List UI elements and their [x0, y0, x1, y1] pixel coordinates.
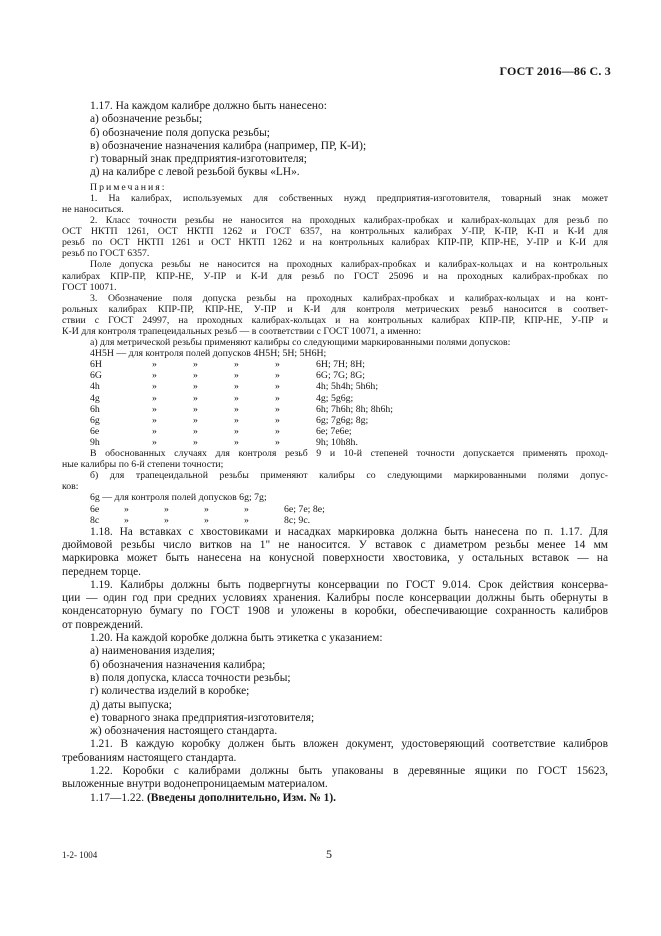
table-cell-marking: 6h	[90, 403, 100, 415]
ditto-mark: »	[275, 370, 280, 382]
note-line: резьб по ГОСТ 6357.	[62, 248, 150, 260]
amendment-number: 1.17—1.22.	[90, 791, 145, 804]
paragraph-1-17-intro: 1.17. На каждом калибре должно быть нанесено:	[90, 100, 327, 112]
list-item: в) обозначение назначения калибра (например, ПР, К-И);	[90, 139, 367, 152]
list-item: в) поля допуска, класса точности резьбы;	[90, 671, 291, 684]
ditto-mark: »	[234, 403, 239, 415]
metric-first-row: 4H5H — для контроля полей допусков 4H5H; 5H; 5H6H;	[90, 348, 327, 360]
ditto-mark: »	[275, 403, 280, 415]
table-cell-marking: 6G	[90, 370, 102, 382]
table-cell-marking: 9h	[90, 436, 100, 448]
note-line: рольных калибрах КПР-ПР, КПР-НЕ, У-ПР и К-И для контроля метрических резьб наносится в соответ-	[62, 303, 608, 315]
list-item: д) даты выпуска;	[90, 698, 172, 711]
ditto-mark: »	[152, 414, 157, 426]
table-cell-tolerance: 4g; 5g6g;	[316, 392, 354, 404]
page-header: ГОСТ 2016—86 С. 3	[499, 64, 611, 78]
ditto-mark: »	[164, 503, 169, 515]
ditto-mark: »	[234, 392, 239, 404]
paragraph-line: дюймовой резьбы число витков на 1" не наносится. У вставок с диаметром резьбы менее 14 мм	[62, 538, 608, 551]
table-row	[62, 426, 608, 437]
table-cell-marking: 4g	[90, 392, 100, 404]
table-row	[62, 437, 608, 448]
ditto-mark: »	[204, 514, 209, 526]
table-row	[62, 504, 608, 515]
table-cell-marking: 8c	[90, 514, 100, 526]
list-item: е) товарного знака предприятия-изготовителя;	[90, 711, 315, 724]
note-line: В обоснованных случаях для контроля резьб 9 и 10-й степеней точности допускается применять проход-	[90, 448, 608, 460]
paragraph-line: 1.22. Коробки с калибрами должны быть упакованы в деревянные ящики по ГОСТ 15623,	[90, 765, 608, 778]
paragraph-line: 1.19. Калибры должны быть подвергнуты консервации по ГОСТ 9.014. Срок действия консерва-	[90, 578, 608, 591]
paragraph-line: маркировка может быть нанесена на конусной поверхности хвостовика, у остальных вставок — на	[62, 552, 608, 565]
ditto-mark: »	[234, 436, 239, 448]
ditto-mark: »	[152, 436, 157, 448]
table-cell-tolerance: 6g; 7g6g; 8g;	[316, 414, 369, 426]
notes-title: Примечания:	[90, 181, 167, 193]
table-cell-tolerance: 4h; 5h4h; 5h6h;	[316, 381, 379, 393]
paragraph-line: конденсаторную бумагу по ГОСТ 1908 и уложены в коробки, обеспечивающие сохранность калибров	[62, 605, 608, 618]
page-content	[62, 100, 608, 805]
table-row	[62, 404, 608, 415]
table-cell-tolerance: 6G; 7G; 8G;	[316, 370, 365, 382]
table-cell-tolerance: 6e; 7e6e;	[316, 425, 352, 437]
table-cell-tolerance: 9h; 10h8h.	[316, 436, 358, 448]
table-row	[62, 381, 608, 392]
trap-intro: ков:	[62, 481, 79, 493]
table-row	[62, 393, 608, 404]
table-cell-tolerance: 6h; 7h6h; 8h; 8h6h;	[316, 403, 394, 415]
ditto-mark: »	[234, 414, 239, 426]
ditto-mark: »	[275, 414, 280, 426]
ditto-mark: »	[234, 359, 239, 371]
list-item: г) количества изделий в коробке;	[90, 685, 250, 698]
paragraph-line: 1.18. На вставках с хвостовиками и насадках маркировка должна быть нанесена по п. 1.17. Для	[90, 525, 608, 538]
ditto-mark: »	[275, 436, 280, 448]
table-cell-tolerance: 6H; 7H; 8H;	[316, 359, 365, 371]
ditto-mark: »	[193, 436, 198, 448]
table-cell-marking: 6H	[90, 359, 102, 371]
note-line: ные калибры по 6-й степени точности;	[62, 459, 224, 471]
ditto-mark: »	[234, 425, 239, 437]
paragraph-1-20-intro: 1.20. На каждой коробке должна быть этикетка с указанием:	[90, 632, 383, 645]
paragraph-line: переднем торце.	[62, 565, 141, 578]
ditto-mark: »	[193, 392, 198, 404]
paragraph-line: от повреждений.	[62, 618, 144, 631]
list-item: д) на калибре с левой резьбой буквы «LH».	[90, 166, 300, 179]
note-line: 2. Класс точности резьбы не наносится на проходных калибрах-пробках и калибрах-кольцах для резьб по	[90, 215, 608, 227]
paragraph-line: выложенные внутри водонепроницаемым материалом.	[62, 778, 328, 791]
list-item: а) наименования изделия;	[90, 645, 215, 658]
ditto-mark: »	[193, 381, 198, 393]
footer-code: 1-2- 1004	[62, 850, 98, 860]
table-cell-marking: 6g	[90, 414, 100, 426]
note-line: К-И для контроля трапецеидальных резьб — в соответствии с ГОСТ 10071, а именно:	[62, 326, 422, 337]
list-item: г) товарный знак предприятия-изготовителя;	[90, 153, 307, 166]
ditto-mark: »	[193, 414, 198, 426]
page-number: 5	[326, 847, 332, 861]
ditto-mark: »	[204, 503, 209, 515]
ditto-mark: »	[124, 514, 129, 526]
table-cell-tolerance: 8c; 9c.	[284, 514, 311, 526]
ditto-mark: »	[193, 403, 198, 415]
amendment-text: (Введены дополнительно, Изм. № 1).	[146, 791, 336, 804]
ditto-mark: »	[152, 359, 157, 371]
trap-first-row: 6g — для контроля полей допусков 6g; 7g;	[90, 492, 267, 504]
ditto-mark: »	[193, 359, 198, 371]
trap-table	[62, 504, 608, 526]
trap-intro: б) для трапецеидальной резьбы применяют калибры со следующими маркированными полями допус-	[90, 470, 608, 482]
table-row	[62, 359, 608, 370]
table-cell-tolerance: 6e; 7e; 8e;	[284, 503, 325, 515]
ditto-mark: »	[152, 392, 157, 404]
table-row	[62, 515, 608, 526]
ditto-mark: »	[164, 514, 169, 526]
metric-table	[62, 359, 608, 448]
note-line: Поле допуска резьбы не наносится на проходных калибрах-пробках и калибрах-кольцах и на контрольных	[90, 259, 608, 271]
ditto-mark: »	[244, 503, 249, 515]
ditto-mark: »	[152, 403, 157, 415]
note-line: резьб по ОСТ НКТП 1261 и ОСТ НКТП 1262 и на контрольных калибрах КПР-ПР, КПР-НЕ, У-ПР и К-И для	[62, 237, 608, 249]
list-item: а) обозначение резьбы;	[90, 113, 203, 126]
list-item: б) обозначения назначения калибра;	[90, 658, 266, 671]
list-item: б) обозначение поля допуска резьбы;	[90, 126, 270, 139]
ditto-mark: »	[234, 381, 239, 393]
metric-intro: а) для метрической резьбы применяют калибры со следующими маркированными полями допусков:	[90, 337, 511, 349]
note-line: ствии с ГОСТ 24997, на проходных калибрах-кольцах и на контрольных калибрах КПР-ПР, КПР-НЕ, У-ПР и	[62, 314, 608, 326]
paragraph-line: требованиям настоящего стандарта.	[62, 751, 237, 764]
table-row	[62, 415, 608, 426]
table-cell-marking: 4h	[90, 381, 100, 393]
ditto-mark: »	[193, 425, 198, 437]
table-row	[62, 370, 608, 381]
note-line: не наноситься.	[62, 203, 124, 215]
ditto-mark: »	[275, 381, 280, 393]
ditto-mark: »	[244, 514, 249, 526]
note-line: ОСТ НКТП 1261, ОСТ НКТП 1262 и ГОСТ 6357, на контрольных калибрах У-ПР, К-ПР, К-П и К-И для	[62, 226, 608, 238]
ditto-mark: »	[124, 503, 129, 515]
paragraph-line: ции — один год при средних условиях хранения. Калибры после консервации должны быть обернуты в	[62, 592, 608, 605]
ditto-mark: »	[152, 425, 157, 437]
table-cell-marking: 6e	[90, 503, 100, 515]
note-line: калибрах КПР-ПР, КПР-НЕ, У-ПР и К-И для резьб по ГОСТ 25096 и на проходных калибрах-пробках по	[62, 270, 608, 282]
ditto-mark: »	[275, 359, 280, 371]
ditto-mark: »	[234, 370, 239, 382]
note-line: 1. На калибрах, используемых для собственных нужд предприятия-изготовителя, товарный знак может	[90, 192, 608, 204]
table-cell-marking: 6e	[90, 425, 100, 437]
ditto-mark: »	[152, 370, 157, 382]
note-line: ГОСТ 10071.	[62, 281, 117, 293]
ditto-mark: »	[275, 392, 280, 404]
paragraph-line: 1.21. В каждую коробку должен быть вложен документ, удостоверяющий соответствие калибров	[90, 738, 608, 751]
ditto-mark: »	[193, 370, 198, 382]
note-line: 3. Обозначение поля допуска резьбы на проходных калибрах-пробках и калибрах-кольцах и на конт-	[90, 292, 608, 304]
ditto-mark: »	[152, 381, 157, 393]
ditto-mark: »	[275, 425, 280, 437]
amendment-note	[62, 792, 608, 805]
list-item: ж) обозначения настоящего стандарта.	[90, 725, 278, 738]
